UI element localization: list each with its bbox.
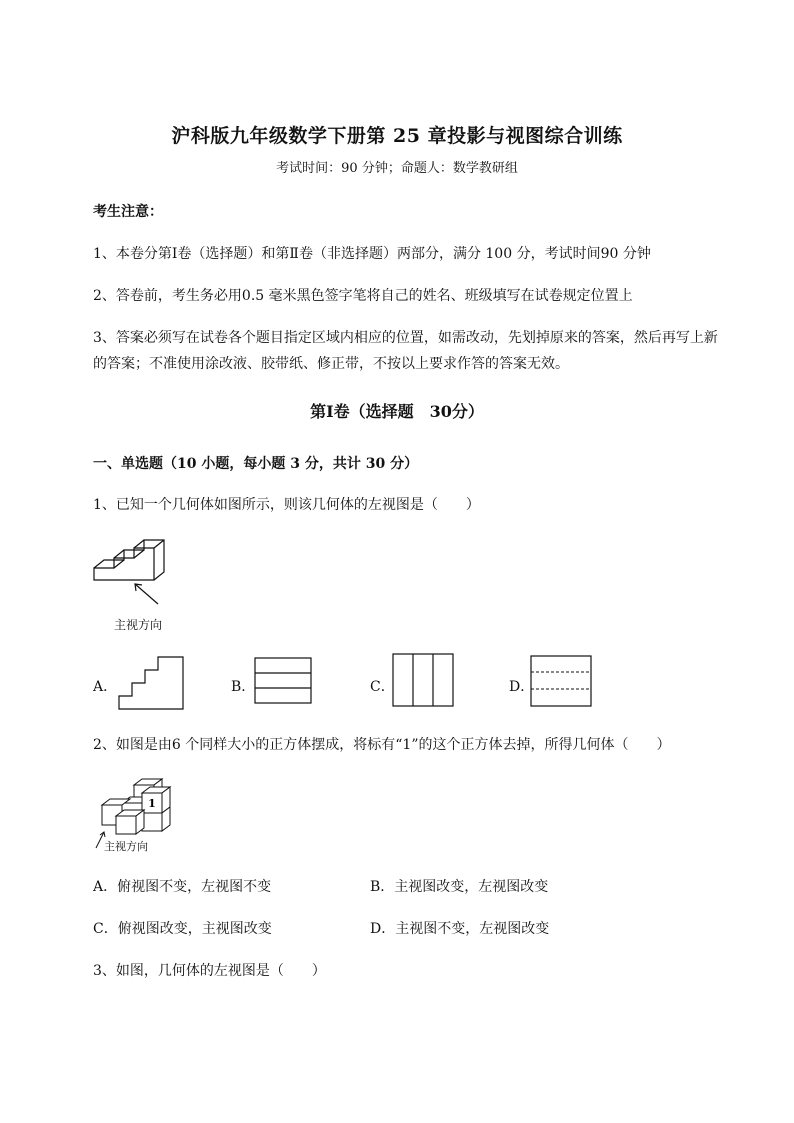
section-title: 第Ⅰ卷（选择题 30分） [310, 402, 484, 421]
page-title: 沪科版九年级数学下册第 25 章投影与视图综合训练 [171, 125, 623, 147]
notice-item-2: 2、答卷前，考生务必用0.5 毫米黑色签字笔将自己的姓名、班级填写在试卷规定位置上 [93, 288, 633, 304]
part-title: 一、单选题（10 小题，每小题 3 分，共计 30 分） [93, 456, 419, 472]
q1-figure-caption: 主视方向 [114, 618, 163, 632]
notice-item-1: 1、本卷分第Ⅰ卷（选择题）和第Ⅱ卷（非选择题）两部分，满分 100 分，考试时间90 分钟 [93, 246, 651, 262]
question-1-text: 1、已知一个几何体如图所示，则该几何体的左视图是（ ） [93, 497, 480, 513]
q1-option-d-figure[interactable] [530, 655, 592, 707]
q2-figure-caption: 主视方向 [104, 840, 148, 853]
notice-item-3-cont: 的答案；不准使用涂改液、胶带纸、修正带，不按以上要求作答的答案无效。 [93, 356, 569, 372]
q1-option-a-label[interactable]: A． [93, 679, 118, 695]
q2-option-d[interactable]: D．主视图不变，左视图改变 [370, 921, 550, 937]
q1-option-c-label[interactable]: C． [370, 679, 395, 695]
notice-heading: 考生注意： [93, 204, 163, 220]
q2-cube-label: 1 [148, 797, 156, 810]
q2-option-c[interactable]: C．俯视图改变，主视图改变 [93, 921, 272, 937]
exam-info: 考试时间：90 分钟；命题人：数学教研组 [276, 161, 518, 176]
question-3-text: 3、如图，几何体的左视图是（ ） [93, 963, 326, 979]
notice-item-3: 3、答案必须写在试卷各个题目指定区域内相应的位置，如需改动，先划掉原来的答案，然后再写上新 [93, 330, 718, 346]
q1-option-d-label[interactable]: D． [509, 679, 535, 695]
q2-option-a[interactable]: A．俯视图不变，左视图不变 [93, 879, 272, 895]
q1-option-b-label[interactable]: B． [231, 679, 256, 695]
q2-option-b[interactable]: B．主视图改变，左视图改变 [370, 879, 549, 895]
q1-option-b-figure[interactable] [254, 657, 312, 704]
q1-option-c-figure[interactable] [392, 653, 454, 707]
question-2-text: 2、如图是由6 个同样大小的正方体摆成，将标有“1”的这个正方体去掉，所得几何体（ ） [93, 737, 671, 753]
q1-option-a-figure[interactable] [118, 656, 184, 710]
q1-solid-figure [90, 528, 180, 608]
